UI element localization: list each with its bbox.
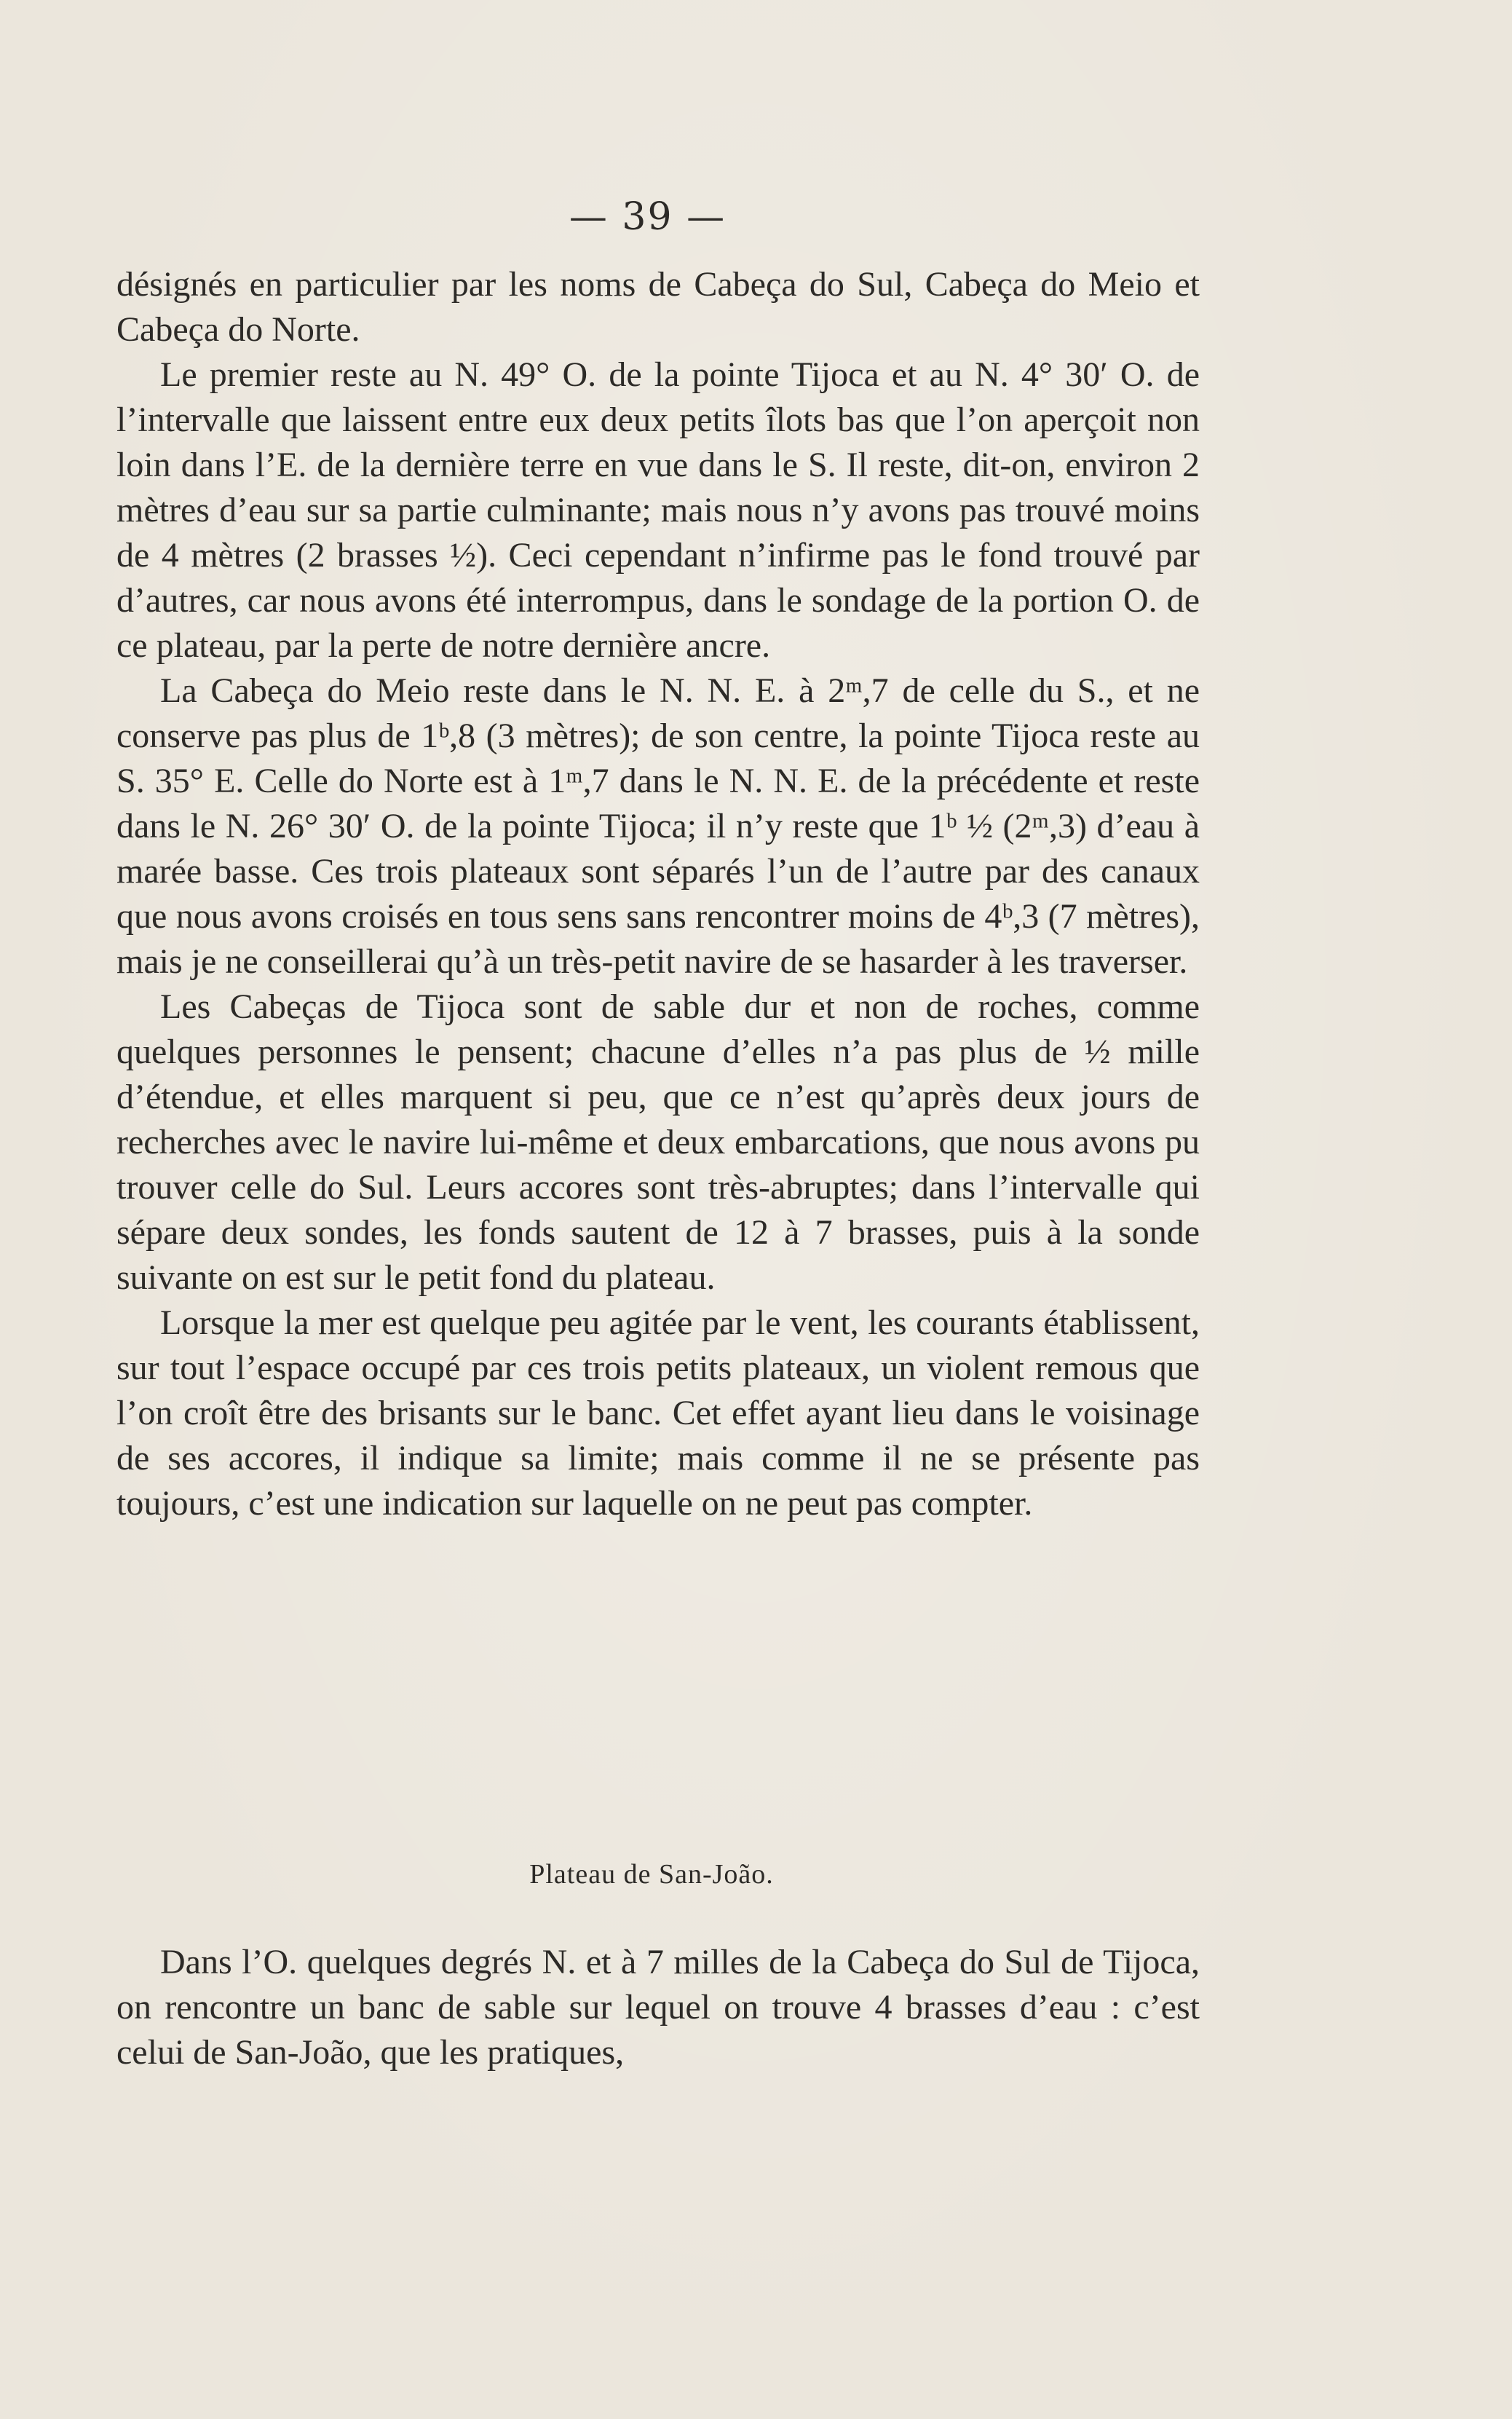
body-text-continued (116, 1940, 1200, 2075)
page-number: — 39 — (569, 195, 727, 239)
section-heading: Plateau de San-João. (529, 1859, 774, 1890)
paragraph: désignés en particulier par les noms de Cabeça do Sul, Cabeça do Meio et Cabeça do Norte. (116, 265, 1200, 349)
paragraph: La Cabeça do Meio reste dans le N. N. E. à 2ᵐ,7 de celle du S., et ne conserve pas plus de 1ᵇ,8 (3 mètres); de son centre, la pointe Tijoca reste au S. 35° E. Celle do Norte est à 1ᵐ,7 dans le N. N. E. de la précédente et reste dans le N. 26° 30′ O. de la pointe Tijoca; il n’y reste que 1ᵇ ½ (2ᵐ,3) d’eau à marée basse. Ces trois plateaux sont séparés l’un de l’autre par des canaux que nous avons croisés en tous sens sans rencontrer moins de 4ᵇ,3 (7 mètres), mais je ne conseillerai qu’à un très-petit navire de se hasarder à les traverser. (116, 671, 1200, 981)
paragraph: Le premier reste au N. 49° O. de la pointe Tijoca et au N. 4° 30′ O. de l’intervalle que laissent entre eux deux petits îlots bas que l’on aperçoit non loin dans l’E. de la dernière terre en vue dans le S. Il reste, dit-on, environ 2 mètres d’eau sur sa partie culminante; mais nous n’y avons pas trouvé moins de 4 mètres (2 brasses ½). Ceci cependant n’infirme pas le fond trouvé par d’autres, car nous avons été interrompus, dans le sondage de la portion O. de ce plateau, par la perte de notre dernière ancre. (116, 355, 1200, 665)
paragraph: Dans l’O. quelques degrés N. et à 7 milles de la Cabeça do Sul de Tijoca, on rencontre un banc de sable sur lequel on trouve 4 brasses d’eau : c’est celui de San-João, que les pratiques, (116, 1943, 1200, 2072)
paragraph: Les Cabeças de Tijoca sont de sable dur et non de roches, comme quelques personnes le pensent; chacune d’elles n’a pas plus de ½ mille d’étendue, et elles marquent si peu, que ce n’est qu’après deux jours de recherches avec le navire lui-même et deux embarcations, que nous avons pu trouver celle do Sul. Leurs accores sont très-abruptes; dans l’intervalle qui sépare deux sondes, les fonds sautent de 12 à 7 brasses, puis à la sonde suivante on est sur le petit fond du plateau. (116, 987, 1200, 1297)
body-text (116, 262, 1200, 1526)
paragraph: Lorsque la mer est quelque peu agitée par le vent, les courants établissent, sur tout l’espace occupé par ces trois petits plateaux, un violent remous que l’on croît être des brisants sur le banc. Cet effet ayant lieu dans le voisinage de ses accores, il indique sa limite; mais comme il ne se présente pas toujours, c’est une indication sur laquelle on ne peut pas compter. (116, 1303, 1200, 1523)
